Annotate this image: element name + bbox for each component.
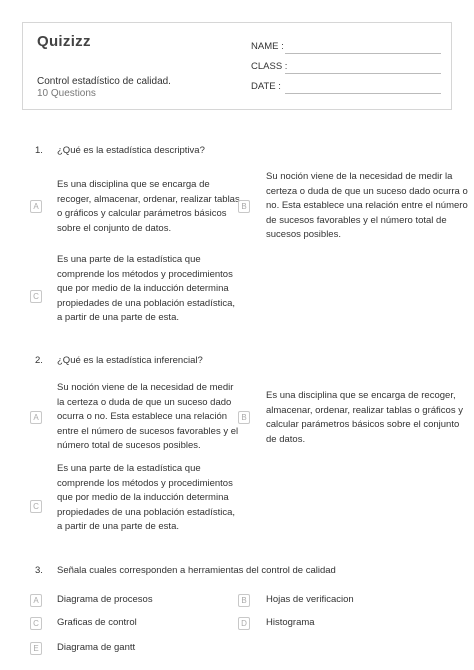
q1-option-b-letter[interactable]: B <box>238 200 250 213</box>
question-2-number: 2. <box>35 355 43 366</box>
date-field[interactable] <box>251 81 441 94</box>
class-label: CLASS : <box>251 61 288 72</box>
q3-option-b-text: Hojas de verificacion <box>266 594 354 605</box>
question-3-number: 3. <box>35 565 43 576</box>
date-label: DATE : <box>251 81 281 92</box>
q3-option-d-letter[interactable]: D <box>238 617 250 630</box>
class-field[interactable] <box>251 61 441 74</box>
q2-option-b-letter[interactable]: B <box>238 411 250 424</box>
question-count: 10 Questions <box>37 88 96 99</box>
name-field[interactable] <box>251 41 441 54</box>
q1-option-a-text: Es una disciplina que se encarga de recoger, almacenar, ordenar, realizar tablas o gráficos y calcular parámetros básicos sobre el conjunto de datos. <box>57 179 240 234</box>
q1-option-a-letter[interactable]: A <box>30 200 42 213</box>
q2-option-a-text: Su noción viene de la necesidad de medir la certeza o duda de que un suceso dado ocurra o no. Esta establece una relación entre el número de sucesos favorables y el número total de sucesos posibles. <box>57 382 239 451</box>
q1-option-c-letter[interactable]: C <box>30 290 42 303</box>
q3-option-a-text: Diagrama de procesos <box>57 594 153 605</box>
name-label: NAME : <box>251 41 284 52</box>
q3-option-a-letter[interactable]: A <box>30 594 42 607</box>
q1-option-c-text: Es una parte de la estadística que comprende los métodos y procedimientos que por medio de la inducción determina propiedades de una población estadística, a partir de una parte de esta. <box>57 254 235 323</box>
q2-option-c-letter[interactable]: C <box>30 500 42 513</box>
q2-option-c-text: Es una parte de la estadística que comprende los métodos y procedimientos que por medio de la inducción determina propiedades de una población estadística, a partir de una parte de esta. <box>57 463 235 532</box>
q2-option-b-text: Es una disciplina que se encarga de recoger, almacenar, ordenar, realizar tablas o gráficos y calcular parámetros básicos sobre el conjunto de datos. <box>266 390 463 445</box>
worksheet-header <box>22 22 452 110</box>
q3-option-b-letter[interactable]: B <box>238 594 250 607</box>
q3-option-e-text: Diagrama de gantt <box>57 642 136 653</box>
q1-option-b-text: Su noción viene de la necesidad de medir la certeza o duda de que un suceso dado ocurra o no. Esta establece una relación entre el número de sucesos favorables y el número total de sucesos posibles. <box>266 171 468 240</box>
q3-option-e-letter[interactable]: E <box>30 642 42 655</box>
question-3-text: Señala cuales corresponden a herramientas del control de calidad <box>57 565 336 576</box>
q3-option-d-text: Histograma <box>266 617 315 628</box>
q2-option-a-letter[interactable]: A <box>30 411 42 424</box>
q3-option-c-text: Graficas de control <box>57 617 137 628</box>
quiz-title: Control estadístico de calidad. <box>37 76 171 87</box>
question-1-text: ¿Qué es la estadística descriptiva? <box>57 145 205 156</box>
quizizz-logo: Quizizz <box>37 33 91 50</box>
q3-option-c-letter[interactable]: C <box>30 617 42 630</box>
question-2-text: ¿Qué es la estadística inferencial? <box>57 355 203 366</box>
question-1-number: 1. <box>35 145 43 156</box>
